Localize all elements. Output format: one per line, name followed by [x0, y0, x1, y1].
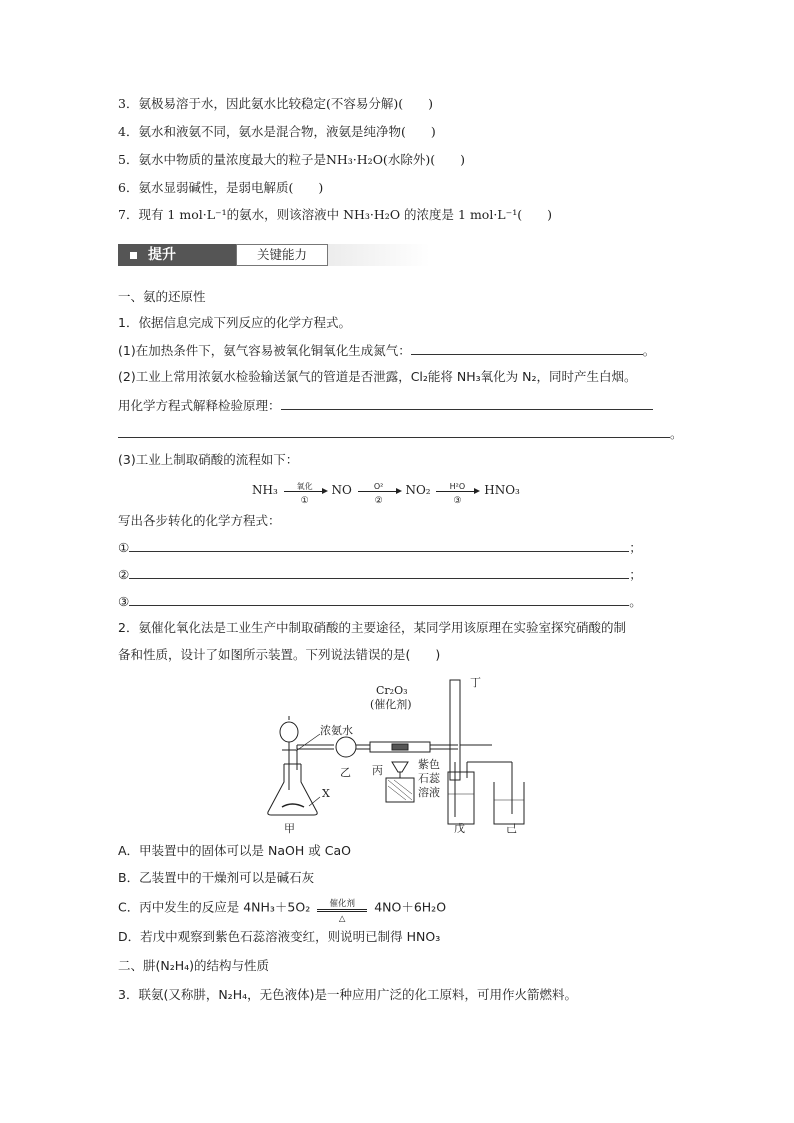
label-ding: 丁: [470, 676, 481, 689]
item-5: 5．氨水中物质的量浓度最大的粒子是NH₃·H₂O(水除外)( ): [118, 152, 465, 167]
q1-part3: (3)工业上制取硝酸的流程如下：: [118, 452, 299, 467]
label-litmus1: 紫色: [418, 758, 440, 771]
item-6: 6．氨水显弱碱性，是弱电解质( ): [118, 180, 324, 195]
step-2-line: [118, 565, 642, 584]
answer-blank[interactable]: [129, 592, 629, 606]
solid-x: [282, 804, 304, 807]
condition-top: 催化剂: [329, 899, 355, 909]
semicolon: ；: [629, 567, 642, 582]
section-2-title: 二、肼(N₂H₄)的结构与性质: [118, 958, 270, 973]
flow-arrow-2-top: O²: [373, 481, 384, 491]
label-cat1: Cr₂O₃: [376, 684, 408, 697]
item-4: 4．氨水和液氨不同，氨水是混合物，液氨是纯净物( ): [118, 124, 436, 139]
reaction-condition-arrow: [314, 898, 370, 924]
step-3-line: [118, 592, 642, 611]
section-1-title: 一、氨的还原性: [118, 289, 206, 304]
banner-label: 关键能力: [236, 244, 328, 266]
answer-blank[interactable]: [118, 424, 670, 438]
burner-flame: [392, 762, 408, 772]
condition-bot: △: [338, 914, 346, 924]
item-7: 7．现有 1 mol·L⁻¹的氨水，则该溶液中 NH₃·H₂O 的浓度是 1 mol·L⁻¹( ): [118, 207, 552, 222]
option-a: A．甲装置中的固体可以是 NaOH 或 CaO: [118, 843, 351, 858]
banner-tag: 提升: [148, 247, 176, 263]
q3-stem: 3．联氨(又称肼，N₂H₄，无色液体)是一种应用广泛的化工原料，可用作火箭燃料。: [118, 987, 577, 1002]
flow-no: NO: [331, 483, 352, 497]
period: 。: [629, 594, 642, 609]
flow-arrow-2-bot: ②: [374, 495, 383, 506]
q2-stem-1: 2．氨催化氧化法是工业生产中制取硝酸的主要途径，某同学用该原理在实验室探究硝酸的制: [118, 620, 626, 635]
label-litmus3: 溶液: [418, 786, 440, 799]
flow-arrow-1: [282, 481, 328, 506]
banner-square-icon: [130, 252, 137, 259]
flow-arrow-1-bot: ①: [300, 495, 309, 506]
flow-arrow-3: [434, 481, 480, 506]
label-x: X: [322, 787, 330, 800]
drying-tube-yi: [336, 737, 356, 757]
option-b: B．乙装置中的干燥剂可以是碱石灰: [118, 870, 315, 885]
option-c: [118, 898, 447, 924]
answer-blank[interactable]: [129, 565, 629, 579]
flow-arrow-3-bot: ③: [453, 495, 462, 506]
q1-part2: (2)工业上常用浓氨水检验输送氯气的管道是否泄露，Cl₂能将 NH₃氧化为 N₂，同时产生白烟。: [118, 369, 637, 384]
option-d: D．若戊中观察到紫色石蕊溶液变红，则说明已制得 HNO₃: [118, 929, 441, 944]
label-wu: 戊: [454, 822, 465, 835]
nitric-acid-flow: [252, 480, 520, 506]
option-c-pre: C．丙中发生的反应是 4NH₃＋5O₂: [118, 899, 311, 915]
label-bing: 丙: [372, 764, 383, 777]
step-1-marker: ①: [118, 540, 130, 555]
label-cat2: (催化剂): [370, 698, 412, 711]
label-jia: 甲: [284, 822, 295, 835]
q1-part1-text: (1)在加热条件下，氨气容易被氧化铜氧化生成氮气：: [118, 343, 411, 358]
q1-part1: [118, 341, 655, 360]
semicolon: ；: [629, 540, 642, 555]
flow-arrow-2: [356, 481, 402, 506]
label-litmus2: 石蕊: [418, 772, 440, 785]
label-ji: 己: [506, 822, 517, 835]
q1-stem: 1．依据信息完成下列反应的化学方程式。: [118, 315, 351, 330]
option-c-post: 4NO＋6H₂O: [374, 899, 447, 915]
flow-hno3: HNO₃: [484, 483, 520, 497]
item-3: 3．氨极易溶于水，因此氨水比较稳定(不容易分解)( ): [118, 96, 433, 111]
q1-part4: 写出各步转化的化学方程式：: [118, 513, 281, 528]
label-ammonia: 浓氨水: [320, 724, 353, 737]
step-1-line: [118, 538, 642, 557]
step-3-marker: ③: [118, 594, 130, 609]
beaker-ji: [494, 782, 524, 824]
label-yi: 乙: [340, 766, 351, 779]
flask-jia: [268, 764, 317, 815]
q2-stem-2: 备和性质，设计了如图所示装置。下列说法错误的是( ): [118, 647, 441, 662]
flow-arrow-3-top: H²O: [449, 481, 466, 491]
period: 。: [642, 343, 656, 358]
answer-blank[interactable]: [281, 396, 653, 410]
flow-no2: NO₂: [405, 483, 431, 497]
q1-part2c: [118, 424, 683, 443]
section-banner: [118, 241, 430, 269]
q1-part2b: [118, 396, 653, 415]
flow-arrow-1-top: 氧化: [296, 481, 313, 491]
apparatus-figure: [262, 672, 552, 837]
catalyst: [392, 744, 408, 750]
q1-part2b-text: 用化学方程式解释检验原理：: [118, 398, 281, 413]
step-2-marker: ②: [118, 567, 130, 582]
period: 。: [670, 426, 683, 441]
separatory-funnel: [280, 722, 298, 742]
answer-blank[interactable]: [129, 538, 629, 552]
answer-blank[interactable]: [411, 341, 643, 355]
flow-nh3: NH₃: [252, 483, 278, 497]
